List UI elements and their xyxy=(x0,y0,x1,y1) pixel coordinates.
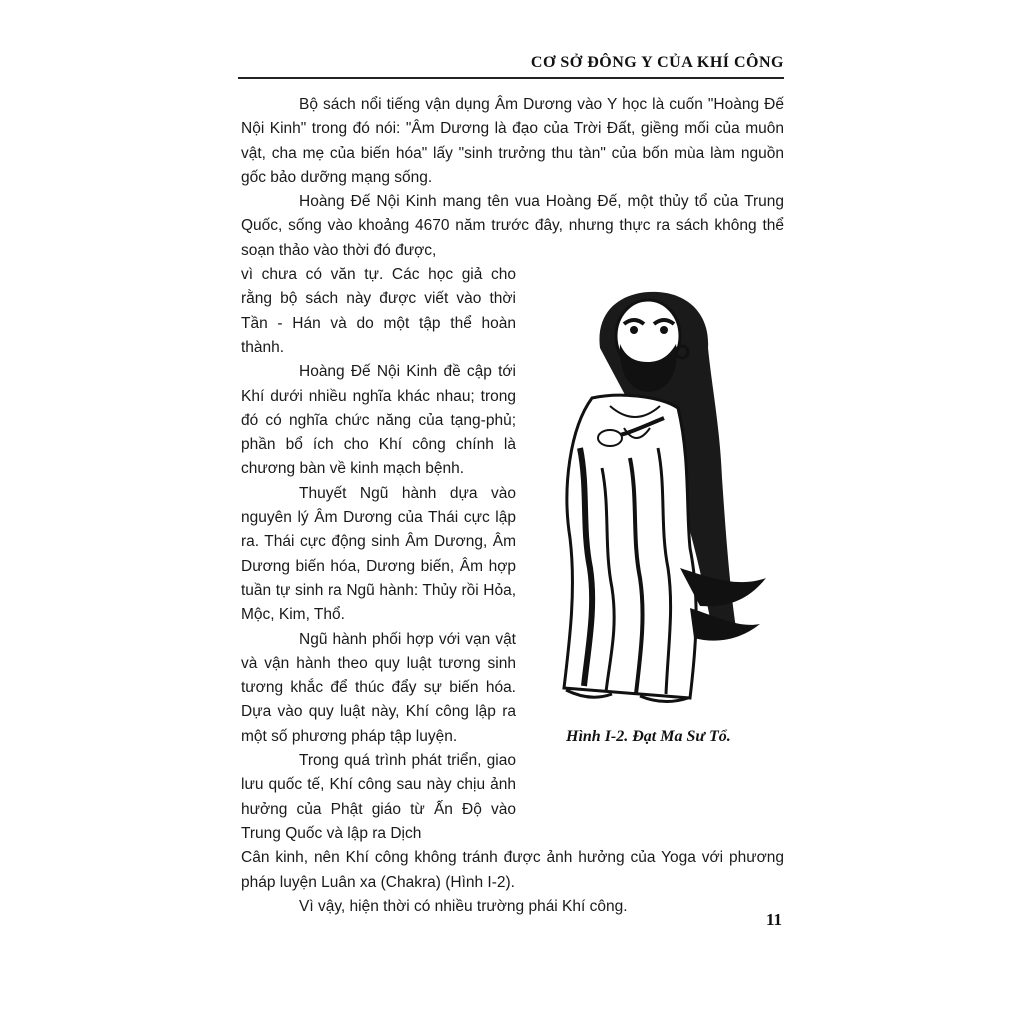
narrow-column xyxy=(241,263,516,846)
paragraph: Vì vậy, hiện thời có nhiều trường phái Khí công. xyxy=(299,897,628,915)
paragraph: Cân kinh, nên Khí công không tránh được ảnh hưởng của Yoga với phương pháp luyện Luân xa (Chakra) (Hình I-2). xyxy=(241,849,784,891)
paragraph: Thuyết Ngũ hành dựa vào nguyên lý Âm Dương của Thái cực lập ra. Thái cực động sinh Âm Dương, Âm Dương biến hóa, Dương biến, Âm hợp tuần tự sinh ra Ngũ hành: Thủy rồi Hỏa, Mộc, Kim, Thổ. xyxy=(241,484,516,624)
paragraph: Hoàng Đế Nội Kinh mang tên vua Hoàng Đế, một thủy tổ của Trung Quốc, sống vào khoảng 4670 năm trước đây, nhưng thực ra sách không thể soạn thảo vào thời đó được, xyxy=(241,193,784,259)
page-number: 11 xyxy=(766,910,783,929)
paragraph: vì chưa có văn tự. Các học giả cho rằng bộ sách này được viết vào thời Tần - Hán và do một tập thể hoàn thành. xyxy=(241,266,516,356)
figure-caption: Hình I-2. Đạt Ma Sư Tổ. xyxy=(566,728,731,745)
bodhidharma-illustration xyxy=(540,288,770,708)
paragraph: Ngũ hành phối hợp với vạn vật và vận hành theo quy luật tương sinh tương khắc để thúc đẩy sự biến hóa. Dựa vào quy luật này, Khí công lập ra một số phương pháp tập luyện. xyxy=(241,630,516,745)
paragraph: Trong quá trình phát triển, giao lưu quốc tế, Khí công sau này chịu ảnh hưởng của Phật giáo từ Ấn Độ vào Trung Quốc và lập ra Dịch xyxy=(241,752,516,842)
paragraph: Bộ sách nổi tiếng vận dụng Âm Dương vào Y học là cuốn "Hoàng Đế Nội Kinh" trong đó nói: "Âm Dương là đạo của Trời Đất, giềng mối của muôn vật, cha mẹ của biến hóa" lấy "sinh trưởng thu tàn" của bốn mùa làm nguồn gốc bảo dưỡng mạng sống. xyxy=(241,96,784,186)
paragraph: Hoàng Đế Nội Kinh đề cập tới Khí dưới nhiều nghĩa khác nhau; trong đó có nghĩa chức năng của tạng-phủ; phần bổ ích cho Khí công chính là chương bàn về kinh mạch bệnh. xyxy=(241,363,516,478)
bodhidharma-icon xyxy=(540,288,770,708)
running-header: CƠ SỞ ĐÔNG Y CỦA KHÍ CÔNG xyxy=(530,54,784,71)
header-rule xyxy=(238,77,784,79)
